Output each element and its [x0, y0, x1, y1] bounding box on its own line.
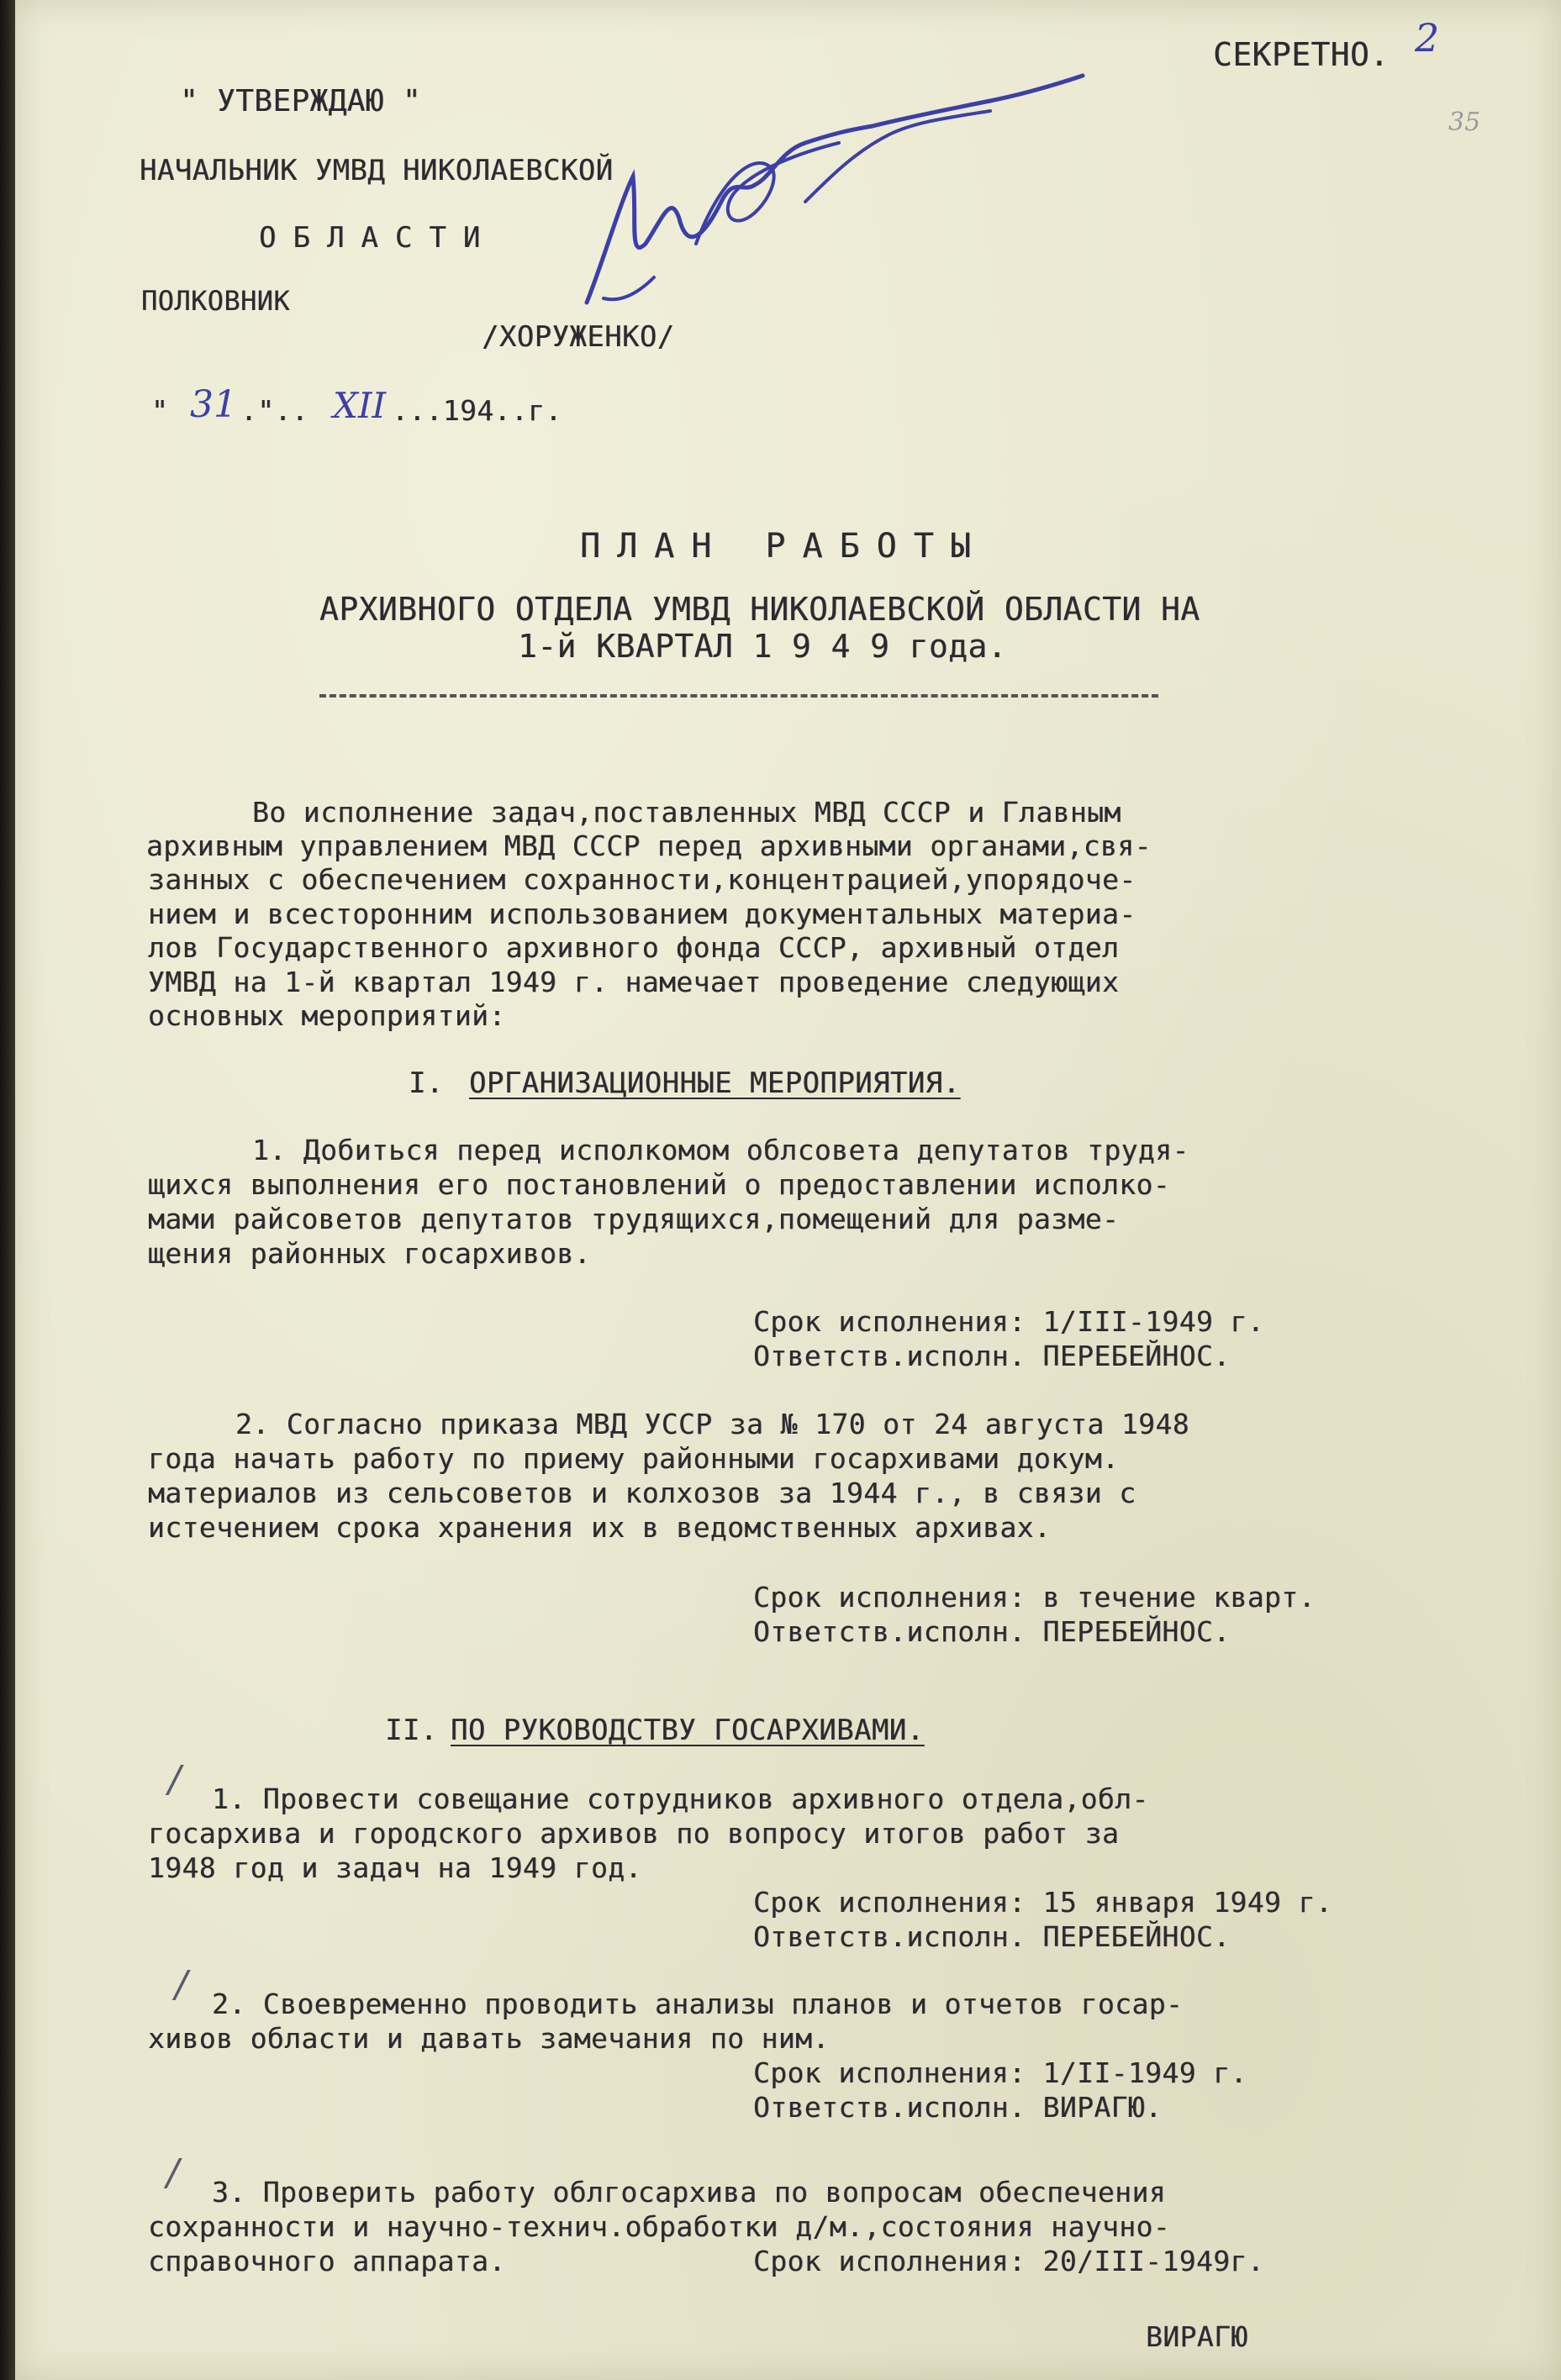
- page-left-edge: [0, 0, 15, 2380]
- s2-item2-line: 2. Своевременно проводить анализы планов и отчетов госар-: [212, 1988, 1184, 2020]
- corner-pencil-note: 35: [1448, 108, 1481, 137]
- approver-name: /ХОРУЖЕНКО/: [482, 320, 675, 354]
- intro-line: нием и всесторонним использованием документальных материа-: [148, 898, 1136, 930]
- sheet-number: 2: [1415, 15, 1440, 61]
- title-subline-2: 1-й КВАРТАЛ 1 9 4 9 года.: [518, 628, 1007, 665]
- intro-line: архивным управлением МВД СССР перед архивными органами,свя-: [146, 829, 1152, 862]
- section-1-heading: [409, 1066, 1165, 1108]
- handwritten-signature: [553, 50, 1091, 336]
- s2-item1-line: 1948 год и задач на 1949 год.: [148, 1851, 642, 1884]
- s1-item2-line: истечением срока хранения их в ведомственных архивах.: [148, 1511, 1052, 1544]
- s2-item3-responsible: ВИРАГЮ: [1146, 2320, 1248, 2353]
- region-line: ОБЛАСТИ: [259, 221, 498, 255]
- s2-item1-responsible: Ответств.исполн. ПЕРЕБЕЙНОС.: [753, 1920, 1231, 1953]
- s1-item2-line: материалов из сельсоветов и колхозов за 1944 г., в связи с: [148, 1477, 1136, 1509]
- s1-item1-deadline: Срок исполнения: 1/III-1949 г.: [753, 1305, 1265, 1338]
- s2-item2-deadline: Срок исполнения: 1/II-1949 г.: [753, 2056, 1247, 2089]
- intro-line: Во исполнение задач,поставленных МВД СССР и Главным: [252, 796, 1121, 829]
- document-sheet: [15, 0, 1561, 2380]
- s1-item2-deadline: Срок исполнения: в течение кварт.: [753, 1581, 1316, 1614]
- s2-item3-line: справочного аппарата.: [148, 2245, 506, 2277]
- checkmark-icon: /: [166, 2151, 179, 2194]
- date-month: XII: [333, 385, 387, 426]
- section-1-number: I.: [409, 1066, 444, 1100]
- s1-item2-line: 2. Согласно приказа МВД УССР за № 170 от 24 августа 1948: [235, 1408, 1189, 1440]
- section-2-heading: [385, 1716, 1142, 1755]
- s2-item2-responsible: Ответств.исполн. ВИРАГЮ.: [753, 2091, 1163, 2124]
- date-dots: ."..: [240, 394, 309, 427]
- s2-item3-line: сохранности и научно-технич.обработки д/м.,состояния научно-: [148, 2210, 1171, 2243]
- s1-item2-responsible: Ответств.исполн. ПЕРЕБЕЙНОС.: [753, 1615, 1231, 1648]
- document-title: ПЛАН РАБОТЫ: [580, 527, 988, 566]
- date-quote: ": [151, 394, 169, 427]
- intro-line: занных с обеспечением сохранности,концентрацией,упорядоче-: [148, 863, 1136, 896]
- chief-line: НАЧАЛЬНИК УМВД НИКОЛАЕВСКОЙ: [140, 154, 614, 187]
- approval-date: [141, 383, 646, 425]
- s1-item1-responsible: Ответств.исполн. ПЕРЕБЕЙНОС.: [753, 1340, 1231, 1372]
- s2-item2-line: хивов области и давать замечания по ним.: [148, 2022, 830, 2055]
- s2-item1-line: 1. Провести совещание сотрудников архивного отдела,обл-: [212, 1782, 1149, 1815]
- section-2-title: ПО РУКОВОДСТВУ ГОСАРХИВАМИ.: [451, 1714, 925, 1747]
- s2-item1-line: госархива и городского архивов по вопросу итогов работ за: [148, 1817, 1120, 1850]
- rank-line: ПОЛКОВНИК: [141, 285, 290, 317]
- intro-line: лов Государственного архивного фонда СССР, архивный отдел: [148, 931, 1120, 964]
- s1-item1-line: щения районных госархивов.: [148, 1237, 591, 1270]
- s1-item1-line: щихся выполнения его постановлений о предоставлении исполко-: [148, 1168, 1171, 1201]
- s1-item1-line: мами райсоветов депутатов трудящихся,помещений для разме-: [148, 1203, 1120, 1235]
- checkmark-icon: /: [168, 1758, 181, 1801]
- date-year: ...194..г.: [392, 394, 562, 427]
- s2-item1-deadline: Срок исполнения: 15 января 1949 г.: [753, 1886, 1333, 1919]
- intro-line: УМВД на 1-й квартал 1949 г. намечает проведение следующих: [148, 966, 1120, 998]
- s2-item3-line: 3. Проверить работу облгосархива по вопросам обеспечения: [212, 2176, 1166, 2209]
- s1-item2-line: года начать работу по приему районными госархивами докум.: [148, 1442, 1120, 1475]
- title-subline-1: АРХИВНОГО ОТДЕЛА УМВД НИКОЛАЕВСКОЙ ОБЛАСТИ НА: [319, 591, 1200, 628]
- s2-item3-deadline: Срок исполнения: 20/III-1949г.: [753, 2245, 1265, 2277]
- s1-item1-line: 1. Добиться перед исполкомом облсовета депутатов трудя-: [252, 1134, 1189, 1166]
- checkmark-icon: /: [175, 1963, 187, 2006]
- date-day: 31: [190, 383, 237, 426]
- approve-line: " УТВЕРЖДАЮ ": [180, 84, 421, 118]
- secret-stamp: СЕКРЕТНО.: [1213, 36, 1390, 73]
- section-1-title: ОРГАНИЗАЦИОННЫЕ МЕРОПРИЯТИЯ.: [469, 1066, 961, 1100]
- intro-line: основных мероприятий:: [148, 999, 506, 1032]
- title-rule: [319, 694, 1158, 698]
- section-2-number: II.: [385, 1714, 438, 1747]
